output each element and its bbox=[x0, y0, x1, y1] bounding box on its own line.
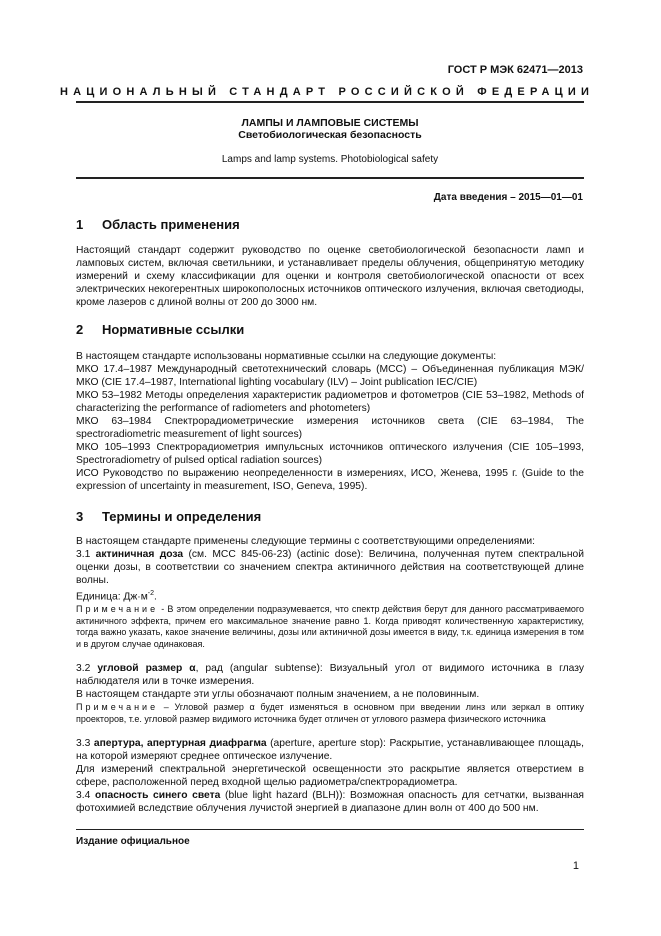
section-1-body bbox=[76, 244, 584, 309]
section-3-heading bbox=[76, 509, 261, 524]
term-3-1 bbox=[76, 548, 584, 587]
section-title: Термины и определения bbox=[102, 509, 262, 524]
reference-item: МКО 53–1982 Методы определения характеристик радиометров и фотометров (CIE 53–1982, Methods of characterizing the performance of radiometers and photometers) bbox=[76, 390, 584, 414]
term-name: апертура, апертурная диафрагма bbox=[93, 738, 267, 750]
term-definition: , рад (angular subtense): Визуальный угол от видимого источника в глазу наблюдателя или в точке измерения. bbox=[76, 663, 584, 688]
term-3-3 bbox=[76, 737, 584, 763]
note-3-2 bbox=[76, 702, 584, 725]
note-text: - В этом определении подразумевается, что спектр действия берут для данного рассматриваемого актиничного эффекта, причем его максимальное значение равно 1. Когда приводят количественную характеристику, тогда важно указать, какое значение величины, дозы или актиничной дозы имеется в виду, т.к. единица измерения в том и в другом случае одинаковая. bbox=[76, 604, 584, 649]
page-number: 1 bbox=[572, 860, 579, 872]
paragraph: Для измерений спектральной энергетической освещенности это раскрытие является отверстием в сфере, расположенной перед входной щелью радиометра/спектрорадиометра. bbox=[76, 764, 584, 789]
term-unit: Единица: $Дж\cdot м^{-2}$. bbox=[76, 590, 157, 603]
footer-divider bbox=[76, 829, 584, 830]
note-text: – Угловой размер α будет изменяться в основном при введении линз или зеркал в оптику проекторов, т.е. угловой размер видимого источника будет отличен от углового размера физического источника bbox=[76, 702, 584, 724]
official-edition-label: Издание официальное bbox=[76, 836, 190, 847]
reference-item: МКО 17.4–1987 Международный светотехнический словарь (МСС) – Объединенная публикация МЭК/МКО (CIE 17.4–1987, International lighting vocabulary (ILV) – Joint publication IEC/CIE) bbox=[76, 364, 584, 388]
top-divider bbox=[76, 101, 584, 103]
note-label: Примечание bbox=[76, 702, 159, 713]
section-title: Нормативные ссылки bbox=[102, 322, 245, 337]
section-number: 1 bbox=[76, 217, 84, 232]
term-number: 3.2 bbox=[76, 663, 91, 675]
section-number: 2 bbox=[76, 322, 84, 337]
term-3-4 bbox=[76, 789, 584, 815]
term-definition: (blue light hazard (BLH)): Возможная опасность для сетчатки, вызванная фотохимией вследствие облучения лучистой энергией в диапазоне длин волн от 400 до 500 нм. bbox=[76, 790, 585, 815]
note-3-1 bbox=[76, 604, 584, 650]
section-3-body bbox=[76, 535, 584, 815]
term-name: опасность синего света bbox=[94, 790, 221, 802]
term-name: угловой размер α bbox=[97, 663, 196, 675]
paragraph: В настоящем стандарте эти углы обозначают полным значением, а не половинным. bbox=[76, 689, 480, 701]
reference-item: ИСО Руководство по выражению неопределенности в измерениях, ИСО, Женева, 1995 г. (Guide to the expression of uncertainty in measurement, ISO, Geneva, 1995). bbox=[76, 468, 584, 492]
paragraph: В настоящем стандарте применены следующие термины с соответствующими определениями: bbox=[76, 536, 536, 547]
section-title: Область применения bbox=[102, 217, 240, 232]
unit-exponent: -2 bbox=[147, 590, 155, 597]
reference-item: МКО 105–1993 Спектрорадиометрия импульсных источников оптического излучения (CIE 105–1993, Spectroradiometry of pulsed optical radiation sources) bbox=[76, 442, 584, 466]
title-en: Lamps and lamp systems. Photobiological safety bbox=[221, 154, 439, 165]
standard-code: ГОСТ Р МЭК 62471—2013 bbox=[447, 64, 583, 76]
term-number: 3.1 bbox=[76, 549, 91, 560]
term-definition: (aperture, aperture stop): Раскрытие, устанавливающее площадь, на которой измеряют среднее оптическое излучение. bbox=[76, 738, 584, 763]
section-number: 3 bbox=[76, 509, 84, 524]
title-ru-sub: Светобиологическая безопасность bbox=[238, 129, 422, 141]
reference-item: МКО 63–1984 Спектрорадиометрические измерения источников света (CIE 63–1984, The spectroradiometric measurement of light sources) bbox=[76, 416, 584, 440]
section-1-heading bbox=[76, 217, 240, 232]
paragraph: В настоящем стандарте использованы нормативные ссылки на следующие документы: bbox=[76, 351, 497, 362]
introduction-date: Дата введения – 2015—01—01 bbox=[433, 192, 583, 203]
term-name: актиничная доза bbox=[95, 549, 184, 560]
national-standard-banner: НАЦИОНАЛЬНЫЙ СТАНДАРТ РОССИЙСКОЙ ФЕДЕРАЦИИ bbox=[60, 86, 595, 98]
paragraph: Настоящий стандарт содержит руководство по оценке светобиологической безопасности ламп и ламповых систем, включая светильники, и устанавливает пределы облучения, общепринятую методику измерений и схему классификации для оценки и контроля светобиологической опасности от всех электрических некогерентных широкополосных источников оптического излучения, включая светодиоды, кроме лазеров с длиной волны от 200 до 3000 нм. bbox=[76, 245, 584, 308]
term-definition: (см. МСС 845-06-23) (actinic dose): Величина, полученная путем спектральной оценки дозы, в соответствии со значением спектра актиничного действия на соответствующей длине волны. bbox=[76, 549, 584, 586]
section-2-heading bbox=[76, 322, 244, 337]
note-label: Примечание bbox=[76, 604, 159, 615]
section-2-body bbox=[76, 350, 584, 493]
title-ru-main: ЛАМПЫ И ЛАМПОВЫЕ СИСТЕМЫ bbox=[241, 117, 419, 129]
term-3-2 bbox=[76, 662, 584, 688]
term-number: 3.4 bbox=[76, 790, 91, 802]
term-number: 3.3 bbox=[76, 738, 91, 750]
title-divider bbox=[76, 177, 584, 179]
